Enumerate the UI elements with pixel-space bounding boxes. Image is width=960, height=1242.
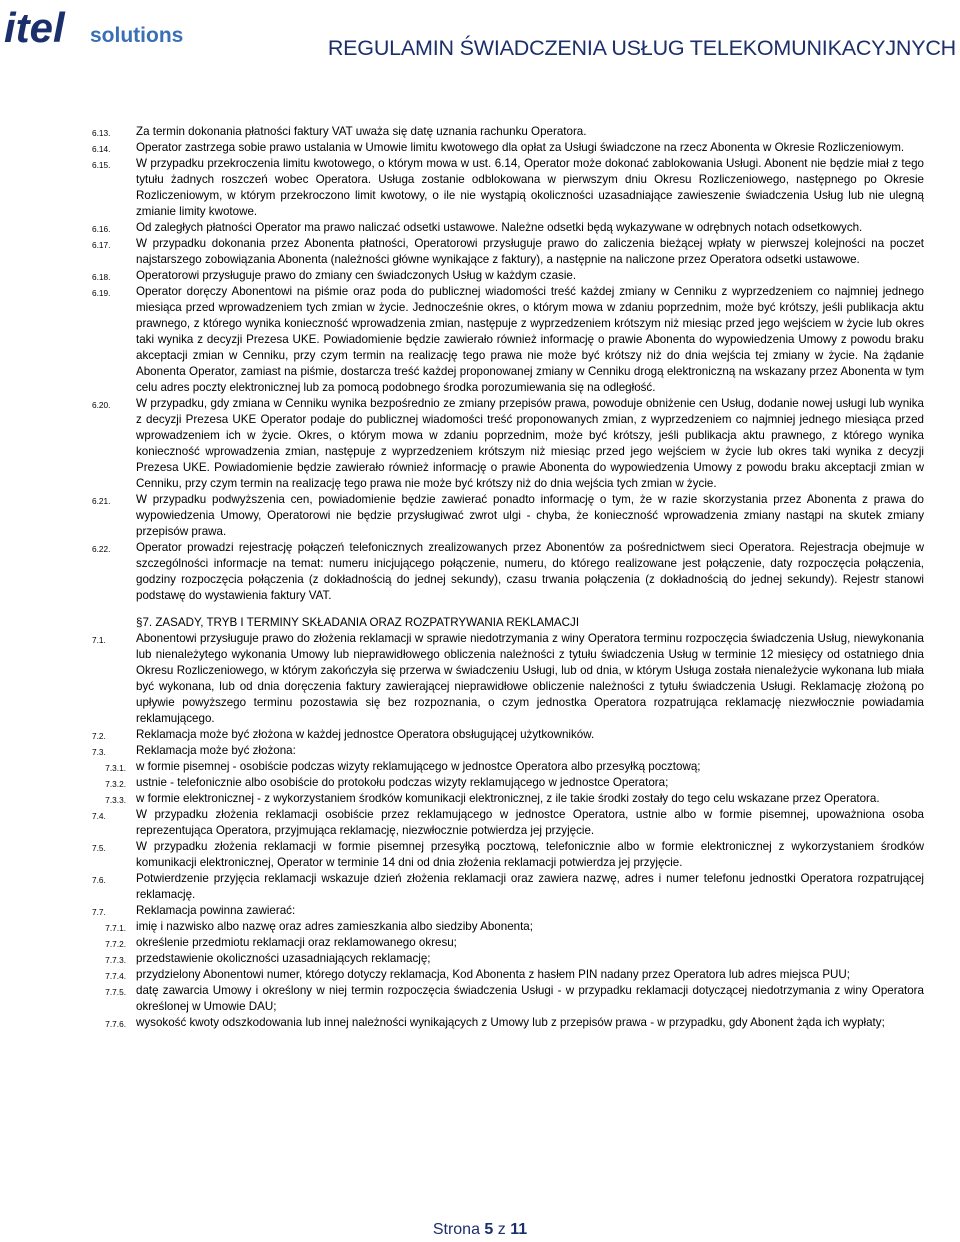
numbered-paragraph bbox=[92, 540, 924, 604]
paragraph-text: w formie pisemnej - osobiście podczas wizyty reklamującego w jednostce Operatora albo przesyłką pocztową; bbox=[136, 760, 701, 773]
numbered-paragraph bbox=[92, 967, 924, 983]
paragraph-text: W przypadku, gdy zmiana w Cenniku wynika bezpośrednio ze zmiany przepisów prawa, powoduje obniżenie cen Usług, dodanie nowej usługi lub wynika z decyzji Prezesa UKE Operator podaje do publicznej wiadomości treść proponowanych zmian, z wyprzedzeniem co najmniej jednego miesiąca przed wprowadzeniem ich w życie. Okres, o którym mowa w zdaniu poprzednim, może być krótszy, jeśli publikacja aktu prawnego, z którego wynika konieczność wprowadzenia zmian, następuje z wyprzedzeniem krótszym niż miesiąc przed jego wejściem w życie lub okres taki wynika z decyzji Prezesa UKE. Powiadomienie będzie zawierało również informację o prawie Abonenta do wypowiedzenia Umowy z powodu braku akceptacji zmian w Cenniku, przy czym termin na realizację tego prawa nie może być krótszy niż do dnia wejścia tych zmian w życie. bbox=[136, 397, 924, 490]
numbered-paragraph bbox=[92, 807, 924, 839]
paragraph-text: Operatorowi przysługuje prawo do zmiany cen świadczonych Usług w każdym czasie. bbox=[136, 269, 577, 282]
numbered-paragraph bbox=[92, 396, 924, 492]
paragraph-text: Od zaległych płatności Operator ma prawo naliczać odsetki ustawowe. Należne odsetki będą wykazywane w odrębnych notach odsetkowych. bbox=[136, 221, 863, 234]
paragraph-number: 7.7.1. bbox=[105, 923, 126, 933]
paragraph-number: 7.7.6. bbox=[105, 1019, 126, 1029]
paragraph-number: 7.3.2. bbox=[105, 779, 126, 789]
numbered-paragraph bbox=[92, 284, 924, 396]
numbered-paragraph bbox=[92, 124, 924, 140]
paragraph-number: 7.3.1. bbox=[105, 763, 126, 773]
numbered-paragraph bbox=[92, 140, 924, 156]
numbered-paragraph bbox=[92, 631, 924, 727]
paragraph-number: 7.7.2. bbox=[105, 939, 126, 949]
paragraph-text: Operator doręczy Abonentowi na piśmie oraz poda do publicznej wiadomości treść każdej zmiany w Cenniku z wyprzedzeniem co najmniej jednego miesiąca przed wprowadzeniem tych zmian w życie. Jednocześnie okres, o którym mowa w zdaniu poprzednim, może być krótszy, jeśli publikacja aktu prawnego, z którego wynika konieczność wprowadzenia zmian, następuje z wyprzedzeniem krótszym niż miesiąc przed jego wejściem w życie lub okres taki wynika z decyzji Prezesa UKE. Powiadomienie będzie zawierało również informację o prawie Abonenta do wypowiedzenia Umowy z powodu braku akceptacji zmian w Cenniku, przy czym termin na realizację tego prawa nie może być krótszy niż do dnia wejścia tej zmiany w życie. Na żądanie Abonenta Operator, zamiast na piśmie, dostarcza treść każdej proponowanej zmiany w Cenniku drogą elektroniczną na wskazany przez Abonenta w tym celu adres poczty elektronicznej lub za pomocą podobnego środka porozumiewania się na odległość. bbox=[136, 285, 924, 394]
numbered-paragraph bbox=[92, 775, 924, 791]
numbered-paragraph bbox=[92, 156, 924, 220]
numbered-paragraph bbox=[92, 743, 924, 759]
company-logo bbox=[4, 4, 190, 50]
section-6-items bbox=[92, 124, 924, 604]
footer-separator: z bbox=[497, 1221, 506, 1238]
paragraph-text: w formie elektronicznej - z wykorzystaniem środków komunikacji elektronicznej, z ile takie środki zostały do tego celu wskazane przez Operatora. bbox=[136, 792, 880, 805]
paragraph-number: 6.18. bbox=[92, 272, 111, 282]
footer-prefix: Strona bbox=[432, 1221, 480, 1238]
paragraph-text: Reklamacja może być złożona w każdej jednostce Operatora obsługującej użytkowników. bbox=[136, 728, 595, 741]
paragraph-number: 7.7.4. bbox=[105, 971, 126, 981]
paragraph-text: wysokość kwoty odszkodowania lub innej należności wynikających z Umowy lub z przepisów prawa - w przypadku, gdy Abonent żąda ich wypłaty; bbox=[136, 1016, 885, 1029]
paragraph-text: określenie przedmiotu reklamacji oraz reklamowanego okresu; bbox=[136, 936, 457, 949]
footer-page-total: 11 bbox=[510, 1221, 528, 1238]
numbered-paragraph bbox=[92, 839, 924, 871]
paragraph-text: W przypadku dokonania przez Abonenta płatności, Operatorowi przysługuje prawo do zaliczenia bieżącej wpłaty w pierwszej kolejności na poczet najstarszego zobowiązania Abonenta (należności główne wynikające z faktury), a następnie na naliczone przez Operatora odsetki ustawowe. bbox=[136, 237, 924, 266]
numbered-paragraph bbox=[92, 236, 924, 268]
numbered-paragraph bbox=[92, 1015, 924, 1031]
paragraph-text: datę zawarcia Umowy i określony w niej termin rozpoczęcia świadczenia Usługi - w przypadku reklamacji dotyczącej niedotrzymania z winy Operatora określonej w Umowie DAU; bbox=[136, 984, 924, 1013]
numbered-paragraph bbox=[92, 871, 924, 903]
paragraph-number: 7.3.3. bbox=[105, 795, 126, 805]
paragraph-number: 6.22. bbox=[92, 544, 111, 554]
page-footer bbox=[0, 1221, 960, 1239]
paragraph-text: W przypadku przekroczenia limitu kwotowego, o którym mowa w ust. 6.14, Operator może dokonać zablokowania Usługi. Abonent nie będzie miał z tego tytułu żadnych roszczeń wobec Operatora. Usługa zostanie odblokowana w pierwszym dniu Okresu Rozliczeniowego, następnego po Okresie Rozliczeniowym, w którym przekroczono limit kwotowy, o ile nie wystąpią okoliczności uzasadniające zawieszenie świadczenia Usług lub nie ulegną zmianie limity kwotowe. bbox=[136, 157, 924, 218]
paragraph-number: 6.13. bbox=[92, 128, 111, 138]
numbered-paragraph bbox=[92, 919, 924, 935]
paragraph-text: Reklamacja może być złożona: bbox=[136, 744, 296, 757]
paragraph-text: przedstawienie okoliczności uzasadniających reklamację; bbox=[136, 952, 431, 965]
numbered-paragraph bbox=[92, 935, 924, 951]
paragraph-text: W przypadku podwyższenia cen, powiadomienie będzie zawierać ponadto informację o tym, że w razie skorzystania przez Abonenta z prawa do wypowiedzenia Umowy, Operatorowi nie będzie przysługiwać zwrot ulgi - chyba, że konieczność wprowadzenia zmiany nastąpi na skutek zmiany przepisów prawa. bbox=[136, 493, 924, 538]
paragraph-number: 7.7.5. bbox=[105, 987, 126, 997]
itel-solutions-logo bbox=[4, 4, 190, 50]
document-body bbox=[92, 124, 924, 1031]
paragraph-number: 6.16. bbox=[92, 224, 111, 234]
paragraph-number: 7.7. bbox=[92, 907, 106, 917]
paragraph-number: 6.17. bbox=[92, 240, 111, 250]
numbered-paragraph bbox=[92, 759, 924, 775]
footer-page-number: 5 bbox=[484, 1221, 494, 1238]
paragraph-text: Abonentowi przysługuje prawo do złożenia reklamacji w sprawie niedotrzymania z winy Operatora terminu rozpoczęcia świadczenia Usług, niewykonania lub nienależytego wykonania Umowy lub nieprawidłowego obliczenia należności z tytułu świadczenia Usług w terminie 12 miesięcy od ostatniego dnia Okresu Rozliczeniowego, w którym zakończyła się przerwa w świadczeniu Usługi, lub od dnia, w którym Usługa została nienależycie wykonana lub miała być wykonana, lub od dnia doręczenia faktury zawierającej nieprawidłowe obliczenie należności z tytułu świadczenia Usługi. Reklamację złożoną po upływie powyższego terminu pozostawia się bez rozpoznania, o czym jednostka Operatora rozpatrująca reklamację niezwłocznie powiadamia reklamującego. bbox=[136, 632, 924, 725]
numbered-paragraph bbox=[92, 983, 924, 1015]
paragraph-number: 7.6. bbox=[92, 875, 106, 885]
paragraph-text: Operator prowadzi rejestrację połączeń telefonicznych zrealizowanych przez Abonentów za pośrednictwem sieci Operatora. Rejestracja obejmuje w szczególności informacje na temat: numeru inicjującego połączenie, numeru, do którego realizowane jest połączenie, daty rozpoczęcia połączenia, godziny rozpoczęcia połączenia (z dokładnością do jednej sekundy), czasu trwania połączenia (z dokładnością do jednej sekundy). Rejestr stanowi podstawę do wystawienia faktury VAT. bbox=[136, 541, 924, 602]
svg-text:solutions: solutions bbox=[90, 24, 184, 47]
paragraph-text: Operator zastrzega sobie prawo ustalania w Umowie limitu kwotowego dla opłat za Usługi świadczone na rzecz Abonenta w Okresie Rozliczeniowym. bbox=[136, 141, 905, 154]
svg-text:itel: itel bbox=[4, 4, 65, 50]
paragraph-text: ustnie - telefonicznie albo osobiście do protokołu podczas wizyty reklamującego w jednostce Operatora; bbox=[136, 776, 669, 789]
numbered-paragraph bbox=[92, 268, 924, 284]
paragraph-number: 7.4. bbox=[92, 811, 106, 821]
paragraph-number: 6.14. bbox=[92, 144, 111, 154]
paragraph-text: Za termin dokonania płatności faktury VAT uważa się datę uznania rachunku Operatora. bbox=[136, 125, 587, 138]
section-heading: §7. ZASADY, TRYB I TERMINY SKŁADANIA ORAZ ROZPATRYWANIA REKLAMACJI bbox=[136, 616, 580, 629]
numbered-paragraph bbox=[92, 791, 924, 807]
paragraph-text: W przypadku złożenia reklamacji osobiście przez reklamującego w jednostce Operatora, ustnie albo w formie pisemnej, upoważniona osoba reprezentująca Operatora, przyjmująca reklamację, niezwłocznie potwierdza jej przyjęcie. bbox=[136, 808, 924, 837]
numbered-paragraph bbox=[92, 951, 924, 967]
numbered-paragraph bbox=[92, 727, 924, 743]
paragraph-text: Potwierdzenie przyjęcia reklamacji wskazuje dzień złożenia reklamacji oraz zawiera nazwę, adres i numer telefonu jednostki Operatora rozpatrującej reklamację. bbox=[136, 872, 924, 901]
paragraph-number: 7.7.3. bbox=[105, 955, 126, 965]
paragraph-number: 7.5. bbox=[92, 843, 106, 853]
paragraph-text: W przypadku złożenia reklamacji w formie pisemnej przesyłką pocztową, telefonicznie albo w formie elektronicznej z wykorzystaniem środków komunikacji elektronicznej, Operator w terminie 14 dni od dnia złożenia reklamacji potwierdza jej przyjęcie. bbox=[136, 840, 924, 869]
paragraph-number: 7.3. bbox=[92, 747, 106, 757]
document-title: REGULAMIN ŚWIADCZENIA USŁUG TELEKOMUNIKACYJNYCH bbox=[327, 36, 956, 60]
paragraph-number: 7.2. bbox=[92, 731, 106, 741]
paragraph-text: przydzielony Abonentowi numer, którego dotyczy reklamacja, Kod Abonenta z hasłem PIN nadany przez Operatora lub adres miejsca PUU; bbox=[136, 968, 851, 981]
paragraph-number: 6.20. bbox=[92, 400, 111, 410]
paragraph-text: Reklamacja powinna zawierać: bbox=[136, 904, 296, 917]
section-7-items bbox=[92, 631, 924, 1031]
paragraph-number: 6.21. bbox=[92, 496, 111, 506]
paragraph-text: imię i nazwisko albo nazwę oraz adres zamieszkania albo siedziby Abonenta; bbox=[136, 920, 533, 933]
numbered-paragraph bbox=[92, 492, 924, 540]
paragraph-number: 6.19. bbox=[92, 288, 111, 298]
numbered-paragraph bbox=[92, 903, 924, 919]
numbered-paragraph bbox=[92, 220, 924, 236]
paragraph-number: 6.15. bbox=[92, 160, 111, 170]
paragraph-number: 7.1. bbox=[92, 635, 106, 645]
